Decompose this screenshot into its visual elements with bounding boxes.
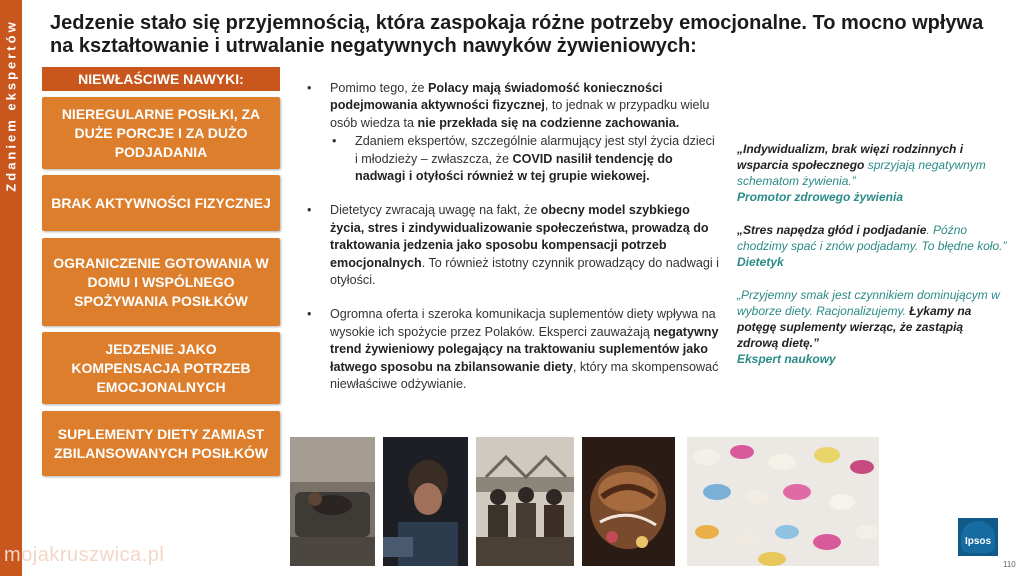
quote-author: Dietetyk (737, 255, 784, 269)
photo-supplements (687, 437, 879, 566)
photo-couch (290, 437, 375, 566)
quote-author: Promotor zdrowego żywienia (737, 190, 904, 204)
sidebar-label: Zdaniem ekspertów (3, 18, 19, 192)
sidebar-band (0, 0, 22, 576)
watermark-site: mojakruszwica.pl (4, 544, 165, 566)
bullet-list (305, 80, 720, 411)
sub-bullet-item: • Zdaniem ekspertów, szczególnie alarmujący jest styl życia dzieci i młodzieży – zwłaszcza, że COVID nasilił tendencję do nadwagi i otyłości również w tej grupie wiekowej. (332, 134, 715, 184)
habits-header: NIEWŁAŚCIWE NAWYKI: (42, 67, 280, 91)
slide-title: Jedzenie stało się przyjemnością, która zaspokaja różne potrzeby emocjonalne. To mocno wpływa na kształtowanie i utrwalanie negatywnych nawyków żywieniowych: (50, 12, 984, 57)
habit-box: OGRANICZENIE GOTOWANIA W DOMU I WSPÓLNEGO SPOŻYWANIA POSIŁKÓW (42, 238, 280, 326)
quote: „Przyjemny smak jest czynnikiem dominującym w wyborze diety. Racjonalizujemy. Łykamy na potęgę suplementy wierząc, że zastąpią zdrową dietę.” Ekspert naukowy (737, 287, 1007, 367)
habit-box: BRAK AKTYWNOŚCI FIZYCZNEJ (42, 175, 280, 231)
ipsos-logo: Ipsos (958, 518, 998, 556)
habit-box: NIEREGULARNE POSIŁKI, ZA DUŻE PORCJE I ZA DUŻO PODJADANIA (42, 97, 280, 169)
habit-box: JEDZENIE JAKO KOMPENSACJA POTRZEB EMOCJONALNYCH (42, 332, 280, 404)
photo-friends-bench (476, 437, 574, 566)
photo-teen-screen (383, 437, 468, 566)
bullet-item: • Ogromna oferta i szeroka komunikacja suplementów diety wpływa na wysokie ich spożycie przez Polaków. Eksperci zauważają negatywny trend żywieniowy polegający na traktowaniu suplementów jako łatwego sposobu na zbilansowanie diety, który ma skompensować niewłaściwe odżywianie. (307, 307, 719, 392)
expert-quotes (737, 141, 1007, 384)
bullet-item: • Pomimo tego, że Polacy mają świadomość konieczności podejmowania aktywności fizycznej, to jednak w przypadku wielu osób wiedza ta nie przekłada się na codzienne zachowania. • Zdaniem ekspertów, szczególnie alarmujący jest styl życia dzieci i młodzieży – zwłaszcza, że COVID nasilił tendencję do nadwagi i otyłości również w tej grupie wiekowej. (305, 80, 720, 185)
photo-junk-food (582, 437, 675, 566)
page-number: 110 (1003, 560, 1016, 569)
quote: „Indywidualizm, brak więzi rodzinnych i wsparcia społecznego sprzyjają negatywnym schematom żywienia.” Promotor zdrowego żywienia (737, 141, 1007, 205)
habit-box: SUPLEMENTY DIETY ZAMIAST ZBILANSOWANYCH POSIŁKÓW (42, 411, 280, 476)
quote-author: Ekspert naukowy (737, 352, 836, 366)
quote: „Stres napędza głód i podjadanie. Późno chodzimy spać i znów podjadamy. To błędne koło.” Dietetyk (737, 223, 1007, 269)
bullet-item: • Dietetycy zwracają uwagę na fakt, że obecny model szybkiego życia, stres i zindywidualizowanie społeczeństwa, prowadzą do traktowania jedzenia jako sposobu kompensacji potrzeb emocjonalnych. To również istotny czynnik prowadzący do nadwagi i otyłości. (307, 203, 719, 288)
